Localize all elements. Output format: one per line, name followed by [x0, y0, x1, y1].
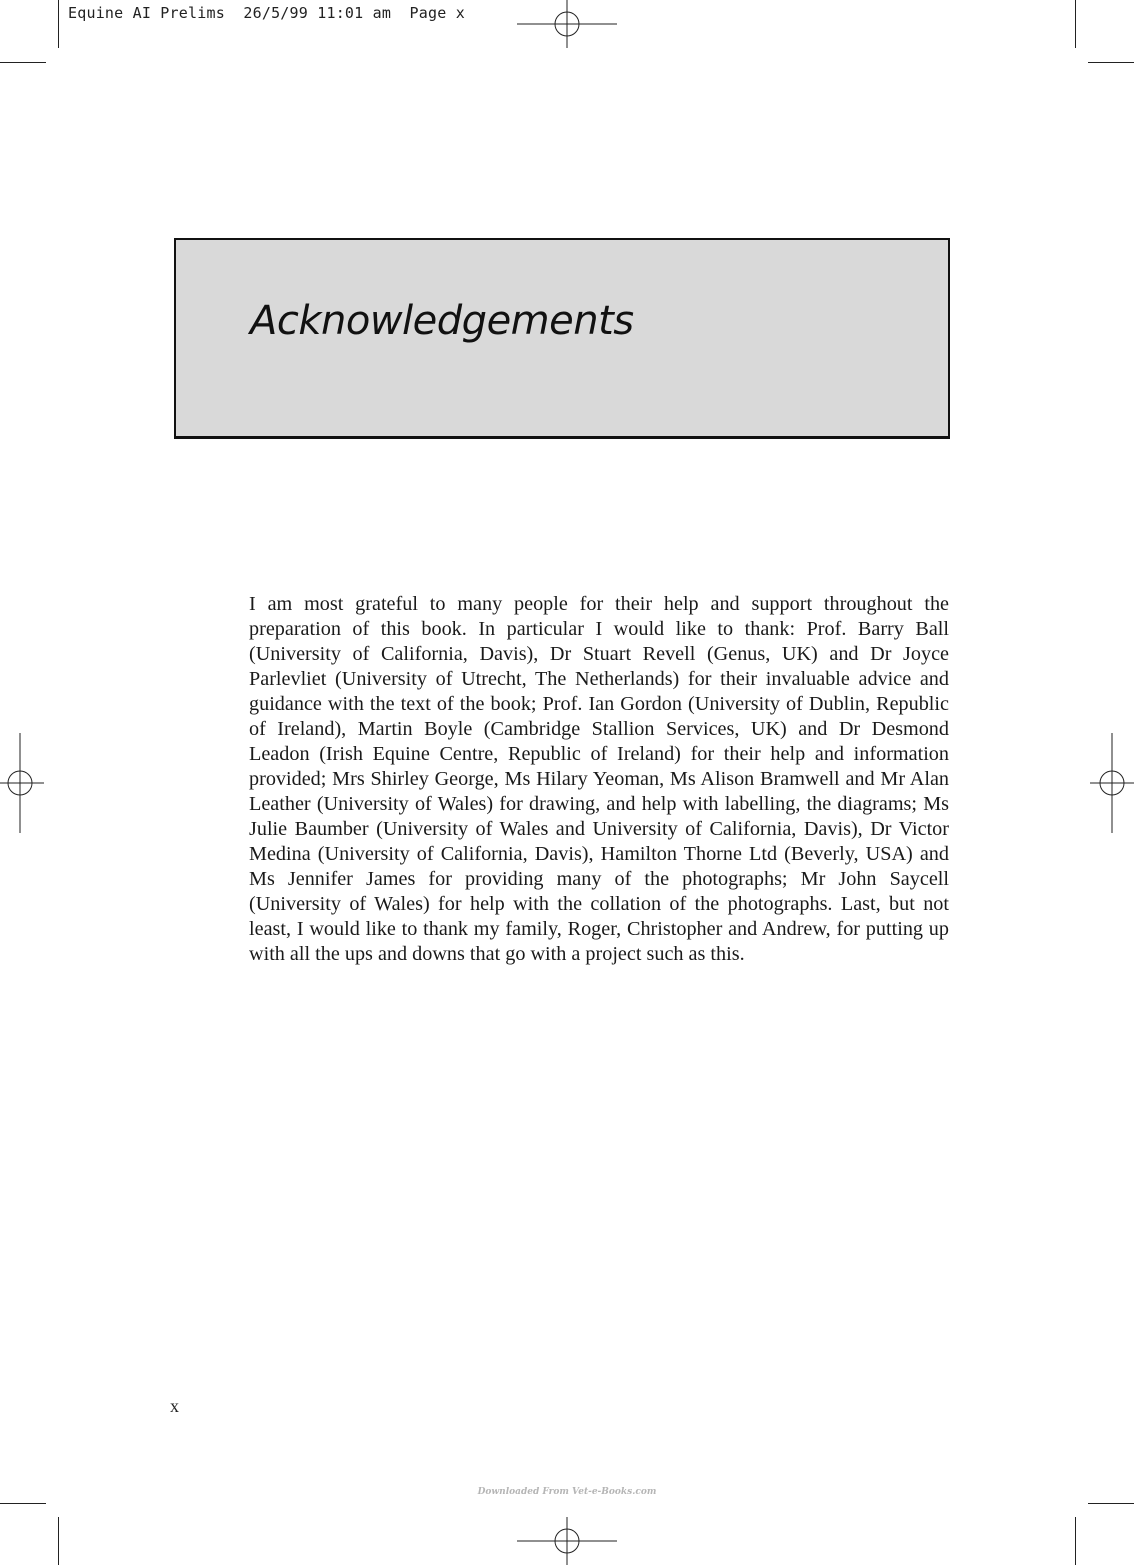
chapter-title-box	[174, 238, 950, 439]
registration-target-top	[517, 0, 617, 48]
watermark: Downloaded From Vet-e-Books.com	[477, 1487, 657, 1497]
print-slug-line: Equine AI Prelims 26/5/99 11:01 am Page x	[68, 4, 465, 22]
registration-target-right	[1090, 733, 1134, 833]
acknowledgements-paragraph: I am most grateful to many people for their help and support throughout the preparation of this book. In particular I would like to thank: Prof. Barry Ball (University of California, Davis), Dr Stuart Revell (Genus, UK) and Dr Joyce Parlevliet (University of Utrecht, The Netherlands) for their invaluable advice and guidance with the text of the book; Prof. Ian Gordon (University of Dublin, Republic of Ireland), Martin Boyle (Cambridge Stallion Services, UK) and Dr Desmond Leadon (Irish Equine Centre, Republic of Ireland) for their help and information provided; Mrs Shirley George, Ms Hilary Yeoman, Ms Alison Bramwell and Mr Alan Leather (University of Wales) for drawing, and help with labelling, the diagrams; Ms Julie Baumber (University of Wales and University of California, Davis), Dr Victor Medina (University of California, Davis), Hamilton Thorne Ltd (Beverly, USA) and Ms Jennifer James for providing many of the photographs; Mr John Saycell (University of Wales) for help with the collation of the photographs. Last, but not least, I would like to thank my family, Roger, Christopher and Andrew, for putting up with all the ups and downs that go with a project such as this.	[249, 593, 949, 965]
registration-target-bottom	[517, 1517, 617, 1565]
registration-target-left	[0, 733, 44, 833]
page-number: x	[170, 1396, 179, 1416]
chapter-title: Acknowledgements	[250, 298, 634, 344]
